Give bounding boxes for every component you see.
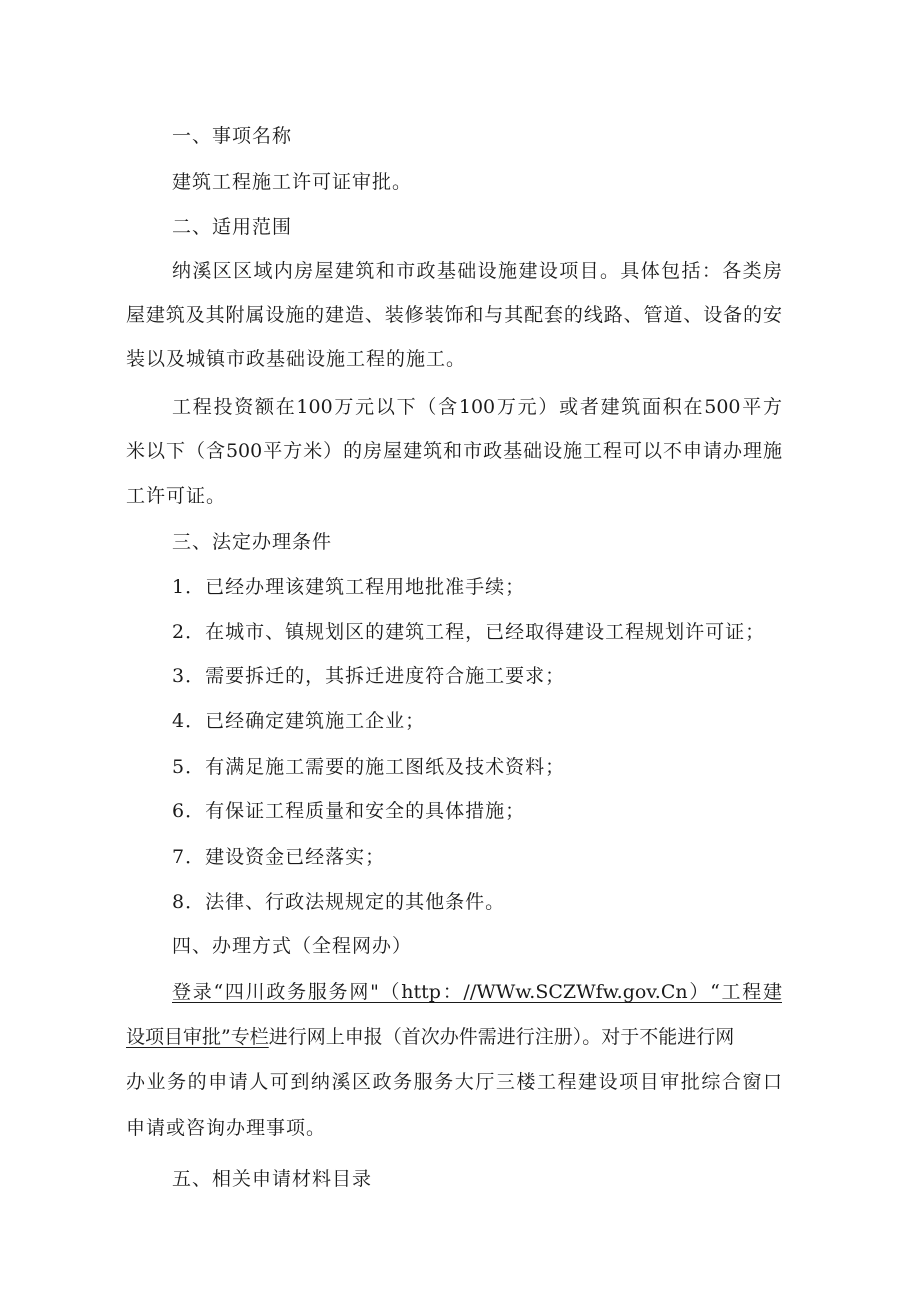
method-line-2-rest: 进行网上申报（首次办件需进行注册）。对于不能进行网 <box>268 1026 735 1048</box>
section-1-heading: 一、事项名称 <box>172 125 293 147</box>
portal-column-link[interactable]: 设项目审批”专栏 <box>126 1026 269 1048</box>
condition-item: 2．在城市、镇规划区的建筑工程，已经取得建设工程规划许可证； <box>172 621 766 643</box>
scope-paragraph-line-2: 屋建筑及其附属设施的建造、装修装饰和与其配套的线路、管道、设备的安 <box>126 304 782 326</box>
condition-item: 4．已经确定建筑施工企业； <box>172 710 426 732</box>
online-portal-link[interactable]: 登录“四川政务服务网"（http：//WWw.SCZWfw.gov.Cn）“工程建 <box>172 981 782 1003</box>
scope-paragraph-line-1: 纳溪区区域内房屋建筑和市政基础设施建设项目。具体包括：各类房 <box>172 260 782 282</box>
section-1-body: 建筑工程施工许可证审批。 <box>172 171 413 193</box>
condition-item: 8．法律、行政法规规定的其他条件。 <box>172 891 506 913</box>
method-paragraph-line-3: 办业务的申请人可到纳溪区政务服务大厅三楼工程建设项目审批综合窗口 <box>126 1071 782 1093</box>
section-5-heading: 五、相关申请材料目录 <box>172 1168 373 1190</box>
condition-item: 6．有保证工程质量和安全的具体措施； <box>172 800 526 822</box>
scope-paragraph-line-3: 装以及城镇市政基础设施工程的施工。 <box>126 348 467 370</box>
condition-item: 5．有满足施工需要的施工图纸及技术资料； <box>172 756 566 778</box>
exemption-paragraph-line-1: 工程投资额在100万元以下（含100万元）或者建筑面积在500平方 <box>172 396 782 418</box>
exemption-paragraph-line-3: 工许可证。 <box>126 485 227 507</box>
method-paragraph-line-4: 申请或咨询办理事项。 <box>126 1117 327 1139</box>
exemption-paragraph-line-2: 米以下（含500平方米）的房屋建筑和市政基础设施工程可以不申请办理施 <box>126 440 782 462</box>
condition-item: 3．需要拆迁的，其拆迁进度符合施工要求； <box>172 665 566 687</box>
section-4-heading: 四、办理方式（全程网办） <box>172 935 413 957</box>
method-paragraph-line-2 <box>126 1025 782 1049</box>
condition-item: 7．建设资金已经落实； <box>172 846 386 868</box>
section-3-heading: 三、法定办理条件 <box>172 531 333 553</box>
condition-item: 1．已经办理该建筑工程用地批准手续； <box>172 576 526 598</box>
section-2-heading: 二、适用范围 <box>172 216 293 238</box>
